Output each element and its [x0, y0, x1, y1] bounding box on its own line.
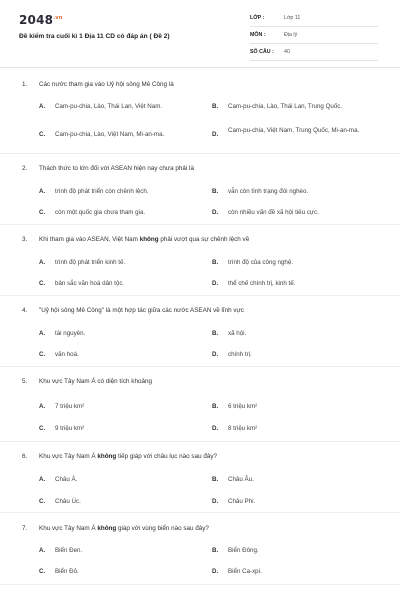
- question-text: 3. Khi tham gia vào ASEAN, Việt Nam không phải vượt qua sự chênh lệch về: [22, 236, 250, 243]
- meta-count-value: 40: [284, 49, 290, 55]
- divider: [0, 366, 400, 367]
- meta-class-row: [250, 10, 378, 27]
- question-text: 2. Thách thức to lớn đối với ASEAN hiện nay chưa phải là: [22, 165, 194, 172]
- question-text: 6. Khu vực Tây Nam Á không tiếp giáp với châu lục nào sau đây?: [22, 453, 217, 460]
- divider: [0, 224, 400, 225]
- header-divider: [0, 67, 400, 68]
- meta-class-label: LỚP :: [250, 15, 265, 21]
- exam-title: Đề kiểm tra cuối kì 1 Địa 11 CD có đáp án ( Đề 2): [19, 33, 170, 40]
- meta-subject-label: MÔN :: [250, 32, 266, 38]
- meta-subject-value: Địa lý: [284, 32, 298, 38]
- question-text: 7. Khu vực Tây Nam Á không giáp với vùng biển nào sau đây?: [22, 525, 209, 532]
- divider: [0, 584, 400, 585]
- meta-count-row: [250, 44, 378, 61]
- divider: [0, 153, 400, 154]
- divider: [0, 441, 400, 442]
- meta-count-label: SỐ CÂU :: [250, 49, 274, 55]
- question-text: 1. Các nước tham gia vào Uỷ hội sông Mê Công là: [22, 81, 174, 88]
- site-logo[interactable]: $2048^{.vn}$: [19, 13, 63, 27]
- document-header: [0, 0, 400, 66]
- exam-page: $2048^{.vn}$ Đề kiểm tra cuối kì 1 Địa 11 CD có đáp án ( Đề 2) LỚP : Lớp 11 MÔN : Địa lý SỐ CÂU : 40 1. Các nước tham gia vào Uỷ hội sông Mê Công là A. Cam-pu-chia, Lào, Thái Lan, Việt Nam. B. Cam-pu-chia, Lào, Thái Lan, Trung Quốc. C. Cam-pu-chia, Lào, Việt Nam, Mi-an-ma. D. Cam-pu-chia, Việt Nam, Trung Quốc, Mi-an-ma. 2. Thách thức to lớn đối với ASEAN hiện nay chưa phải là A. trình độ phát triển còn chênh lệch. B. vẫn còn tình trạng đói nghèo. C. còn một quốc gia chưa tham gia. D. còn nhiều vấn đề xã hội tiêu cực. 3. Khi tham gia vào ASEAN, Việt Nam không phải vượt qua sự chênh lệch về A. trình độ phát triển kinh tế. B. trình độ của công nghệ. C. bản sắc văn hoá dân tộc. D. thể chế chính trị, kinh tế. 4. "Uỷ hội sông Mê Công" là một hợp tác giữa các nước ASEAN về lĩnh vực A. tài nguyên. B. xã hội. C. văn hoá. D. chính trị. 5. Khu vực Tây Nam Á có diện tích khoảng A. 7 triệu km² B. 6 triệu km² C. 9 triệu km² D. 8 triệu km² 6. Khu vực Tây Nam Á không tiếp giáp với châu lục nào sau đây? A. Châu Á. B. Châu Âu. C. Châu Úc. D. Châu Phi. 7. Khu vực Tây Nam Á không giáp với vùng biển nào sau đây? A. Biển Đen. B. Biển Đông. C. Biển Đỏ. D. Biển Ca-xpi.: [0, 0, 400, 600]
- exam-meta: [250, 10, 378, 61]
- question-text: 4. "Uỷ hội sông Mê Công" là một hợp tác giữa các nước ASEAN về lĩnh vực: [22, 307, 244, 314]
- divider: [0, 295, 400, 296]
- meta-subject-row: [250, 27, 378, 44]
- question-text: 5. Khu vực Tây Nam Á có diện tích khoảng: [22, 378, 152, 385]
- meta-class-value: Lớp 11: [284, 15, 301, 21]
- divider: [0, 512, 400, 513]
